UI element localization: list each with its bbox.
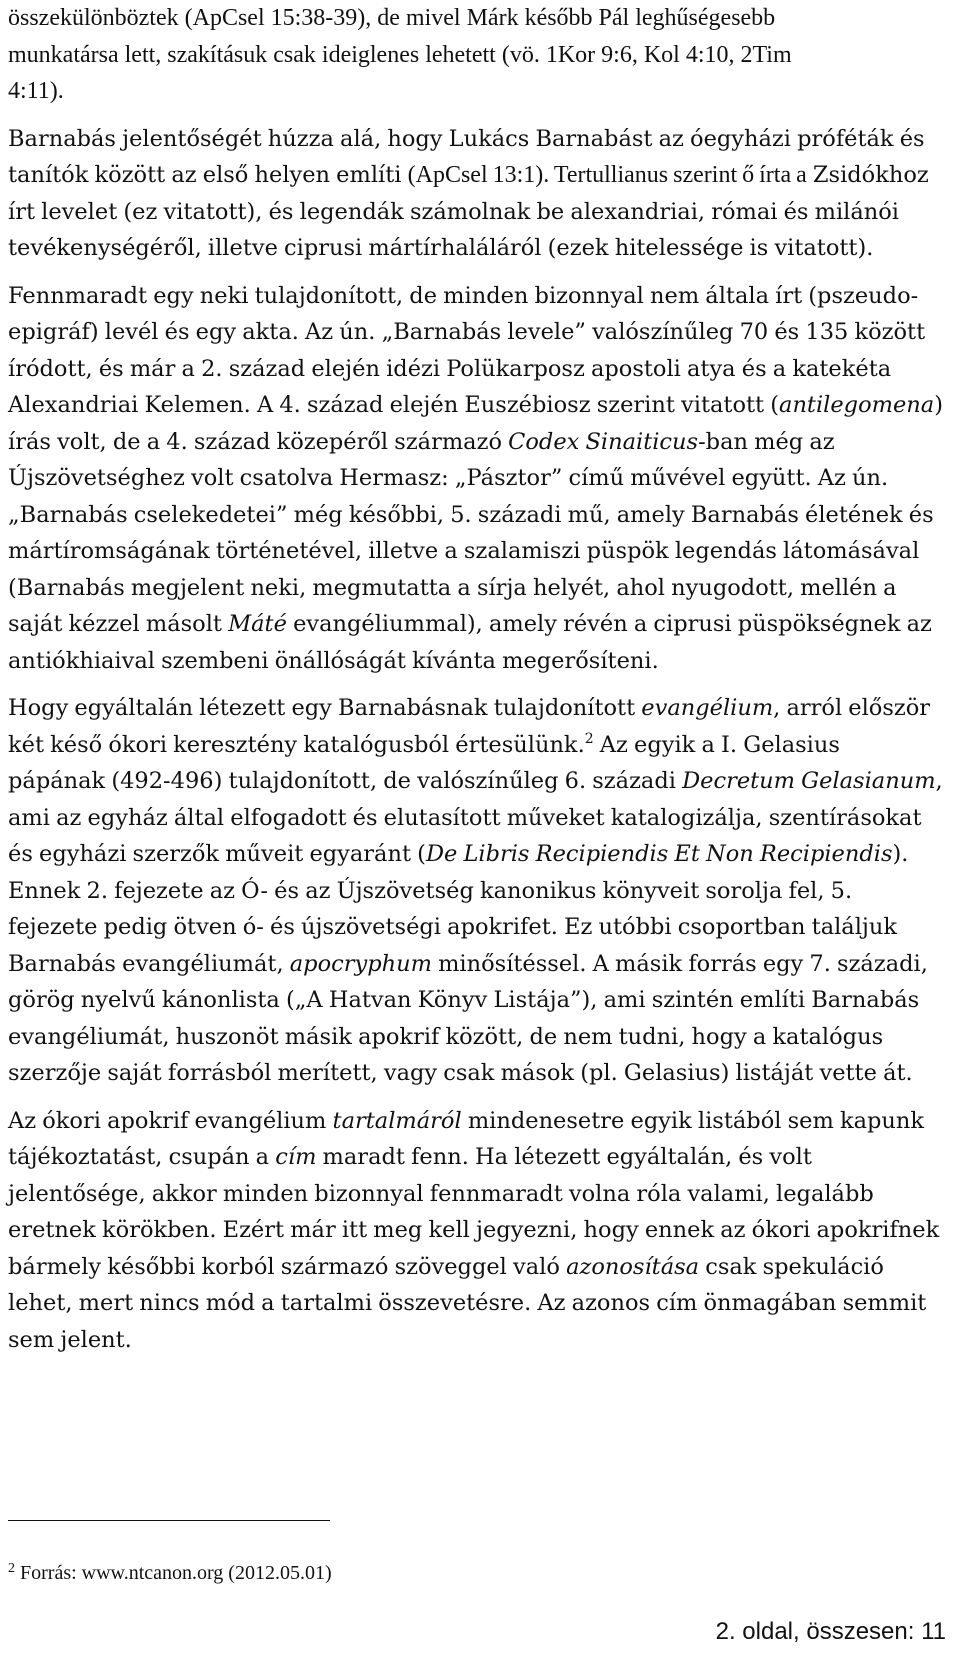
p3-text-5: ). Ennek 2. fejezete az Ó- és az Újszövetség kanonikus könyveit sorolja fel, 5. fejezete pedig ötven ó- és újszövetségi apokrifet. Ez utóbbi csoportban találjuk Barnabás evangéliumát, [8,841,909,977]
paragraph-gospel-catalogues [8,690,943,1092]
intro-line-3: 4:11). [8,78,64,104]
intro-line-2: munkatársa lett, szakításuk csak ideiglenes lehetett (vö. 1Kor 9:6, Kol 4:10, 2Tim [8,41,792,68]
paragraph-barnabas-importance [8,121,943,267]
p2-text-1: Fennmaradt egy neki tulajdonított, de minden bizonnyal nem általa írt (pszeudo-epigráf) levél és egy akta. Az ún. „Barnabás levele” valószínűleg 70 és 135 között íródott, és már a 2. század elején idézi Polükarposz apostoli atya és a katekéta Alexandriai Kelemen. A 4. század elején Euszébiosz szerint vitatott ( [8,282,926,418]
p2-italic-mate: Máté [228,611,287,637]
p3-text-4: , ami az egyház által elfogadott és elutasított műveket katalogizálja, szentírásokat és egyházi szerzők műveit egyaránt ( [8,768,943,867]
p4-text-2: mindenesetre egyik listából sem kapunk tájékoztatást, csupán a [8,1107,925,1170]
p4-italic-tartalmarol: tartalmáról [332,1107,462,1134]
p3-text-2: , arról először két késő ókori keresztény katalógusból értesülünk. [8,695,931,758]
p3-italic-evangelium: evangélium [641,695,774,721]
footnote [8,1557,332,1585]
p2-italic-antilegomena: antilegomena [779,392,935,418]
footnote-text: Forrás: www.ntcanon.org (2012.05.01) [15,1562,332,1584]
footnote-reference[interactable]: 2 [584,730,594,747]
page-number: 2. oldal, összesen: 11 [715,1618,946,1645]
p4-italic-cim: cím [275,1144,317,1170]
p3-text-3: Az egyik a I. Gelasius pápának (492-496) tulajdonított, de valószínűleg 6. századi [8,731,840,794]
document-page [8,0,943,1358]
intro-line-1: összekülönböztek (ApCsel 15:38-39), de mivel Márk később Pál leghűségesebb [8,5,776,31]
p4-text-4: csak spekuláció lehet, mert nincs mód a tartalmi összevetésre. Az azonos cím önmagában semmit sem jelent. [8,1253,927,1353]
p1-text-c: Zsidókhoz írt levelet (ez vitatott), és legendák számolnak be alexandriai, római és milánói tevékenységéről, illetve ciprusi mártírhaláláról (ezek hitelessége is vitatott). [8,162,929,261]
p4-text-3: maradt fenn. Ha létezett egyáltalán, és volt jelentősége, akkor minden bizonnyal fennmaradt volna róla valami, legalább eretnek körökben. Ezért már itt meg kell jegyezni, hogy ennek az ókori apokrifnek bármely későbbi korból származó szöveggel való [8,1144,940,1280]
p2-text-2: ) írás volt, de a 4. század közepéről származó [8,392,943,455]
footnote-number: 2 [8,1561,15,1576]
p3-italic-de-libris: De Libris Recipiendis Et Non Recipiendis [425,841,893,867]
p3-italic-decretum: Decretum Gelasianum [682,768,936,794]
footnote-separator [8,1520,330,1521]
intro-paragraph [8,0,943,110]
paragraph-pseudepigraph [8,278,943,680]
paragraph-content-unknown [8,1103,943,1359]
p3-italic-apocryphum: apocryphum [289,950,432,977]
p3-text-1: Hogy egyáltalán létezett egy Barnabásnak tulajdonított [8,695,642,721]
p3-text-6: minősítéssel. A másik forrás egy 7. századi, görög nyelvű kánonlista („A Hatvan Könyv Listája”), ami szintén említi Barnabás evangéliumát, huszonöt másik apokrif között, de nem tudni, hogy a katalógus szerzője saját forrásból merített, vagy csak mások (pl. Gelasius) listáját vette át. [8,950,928,1086]
p4-italic-azonositasa: azonosítása [566,1253,700,1280]
p1-text-a: Barnabás jelentőségét húzza alá, hogy Lukács Barnabást az óegyházi próféták és tanítók között az első helyen említi [8,125,925,188]
p2-italic-codex: Codex Sinaiticus [508,428,699,455]
p2-text-4: evangéliummal), amely révén a ciprusi püspökségnek az antiókhiaival szembeni önállóságát kívánta megerősíteni. [8,611,932,674]
p4-text-1: Az ókori apokrif evangélium [8,1107,333,1134]
p1-text-b: (ApCsel 13:1). Tertullianus szerint ő írta a [407,162,807,188]
p2-text-3: -ban még az Újszövetséghez volt csatolva Hermasz: „Pásztor” című művével együtt. Az ún. „Barnabás cselekedetei” még későbbi, 5. századi mű, amely Barnabás életének és mártíromságának történetével, illetve a szalamiszi püspök legendás látomásával (Barnabás megjelent neki, megmutatta a sírja helyét, ahol nyugodott, mellén a saját kézzel másolt [8,428,934,637]
